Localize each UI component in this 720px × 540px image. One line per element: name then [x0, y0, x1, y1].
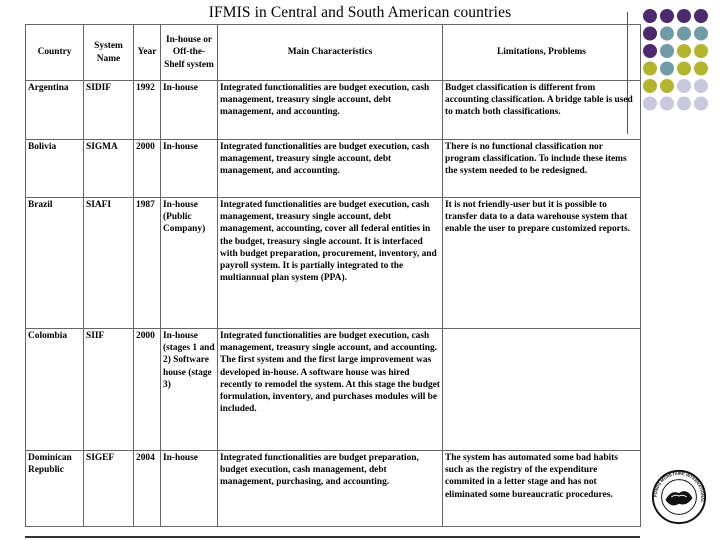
header-main-characteristics: Main Characteristics — [218, 25, 443, 81]
cell-type: In-house — [161, 451, 218, 527]
decorative-dot — [694, 27, 708, 41]
table-row — [26, 451, 641, 527]
decorative-dot — [677, 9, 691, 23]
header-system-name: System Name — [84, 25, 134, 81]
cell-country: Dominican Republic — [26, 451, 84, 527]
decorative-dot — [694, 44, 708, 58]
cell-main: Integrated functionalities are budget execution, cash management, treasury single account, debt management, and accounting. — [218, 140, 443, 198]
decorative-dot — [660, 97, 674, 111]
cell-year: 2004 — [134, 451, 161, 527]
slide-title: IFMIS in Central and South American countries — [208, 4, 512, 21]
table-row — [26, 81, 641, 140]
decorative-dot — [694, 79, 708, 93]
table-row — [26, 140, 641, 198]
cell-system: SIDIF — [84, 81, 134, 140]
cell-main: Integrated functionalities are budget preparation, budget execution, cash management, debt management, purchasing, and accounting. — [218, 451, 443, 527]
decorative-dot — [677, 62, 691, 76]
cell-year: 1987 — [134, 198, 161, 329]
header-inhouse: In-house or Off-the-Shelf system — [161, 25, 218, 81]
cell-limits: The system has automated some bad habits such as the registry of the expenditure commited in a letter stage and has not eliminated some bureaucratic procedures. — [443, 451, 641, 527]
decorative-dot — [677, 44, 691, 58]
decorative-dot — [660, 44, 674, 58]
imf-seal-text: FONDS MONETAIRE INTERNATIONAL — [652, 470, 706, 504]
table-header-row — [26, 25, 641, 81]
cell-system: SIGMA — [84, 140, 134, 198]
cell-year: 1992 — [134, 81, 161, 140]
ifmis-table — [25, 24, 641, 527]
header-limitations: Limitations, Problems — [443, 25, 641, 81]
decorative-dot — [660, 27, 674, 41]
decorative-dot — [643, 9, 657, 23]
cell-limits: Budget classification is different from accounting classification. A bridge table is used to match both classifications. — [443, 81, 641, 140]
decorative-dot — [643, 27, 657, 41]
bottom-rule — [25, 536, 640, 538]
decorative-dot — [643, 79, 657, 93]
decorative-dot — [660, 9, 674, 23]
cell-country: Bolivia — [26, 140, 84, 198]
decorative-dot — [643, 62, 657, 76]
decorative-dot — [677, 79, 691, 93]
cell-country: Argentina — [26, 81, 84, 140]
cell-system: SIIF — [84, 329, 134, 451]
decorative-dot-grid — [642, 8, 720, 120]
cell-type: In-house — [161, 81, 218, 140]
cell-country: Colombia — [26, 329, 84, 451]
decorative-dot — [677, 97, 691, 111]
cell-main: Integrated functionalities are budget execution, cash management, treasury single account, debt management, accounting, cover all federal entities in the budget, treasury single account. It is interfaced with budget preparation, procurement, inventory, and payroll system. It is partially integrated to the multiannual plan system (PPA). — [218, 198, 443, 329]
cell-limits: It is not friendly-user but it is possible to transfer data to a data warehouse system that enable the user to prepare customized reports. — [443, 198, 641, 329]
decorative-dot — [694, 9, 708, 23]
cell-limits — [443, 329, 641, 451]
cell-country: Brazil — [26, 198, 84, 329]
decorative-dot — [643, 44, 657, 58]
cell-limits: There is no functional classification nor program classification. To include these items the system needed to be redesigned. — [443, 140, 641, 198]
decorative-dot — [660, 79, 674, 93]
table-row — [26, 198, 641, 329]
cell-system: SIGEF — [84, 451, 134, 527]
cell-system: SIAFI — [84, 198, 134, 329]
header-country: Country — [26, 25, 84, 81]
cell-main: Integrated functionalities are budget execution, cash management, treasury single account, debt management, and accounting. — [218, 81, 443, 140]
table-row — [26, 329, 641, 451]
decorative-dot — [660, 62, 674, 76]
decorative-dot — [694, 97, 708, 111]
decorative-dot — [694, 62, 708, 76]
cell-main: Integrated functionalities are budget execution, cash management, treasury single account, and accounting. The first system and the first large improvement was developed in-house. A software house was hired recently to remodel the system. At this stage the budget formulation, inventory, and purchases modules will be included. — [218, 329, 443, 451]
header-year: Year — [134, 25, 161, 81]
cell-type: In-house (Public Company) — [161, 198, 218, 329]
cell-type: In-house (stages 1 and 2) Software house (stage 3) — [161, 329, 218, 451]
cell-year: 2000 — [134, 329, 161, 451]
decorative-dot — [677, 27, 691, 41]
decorative-dot — [643, 97, 657, 111]
imf-seal-logo — [650, 468, 708, 526]
cell-type: In-house — [161, 140, 218, 198]
cell-year: 2000 — [134, 140, 161, 198]
